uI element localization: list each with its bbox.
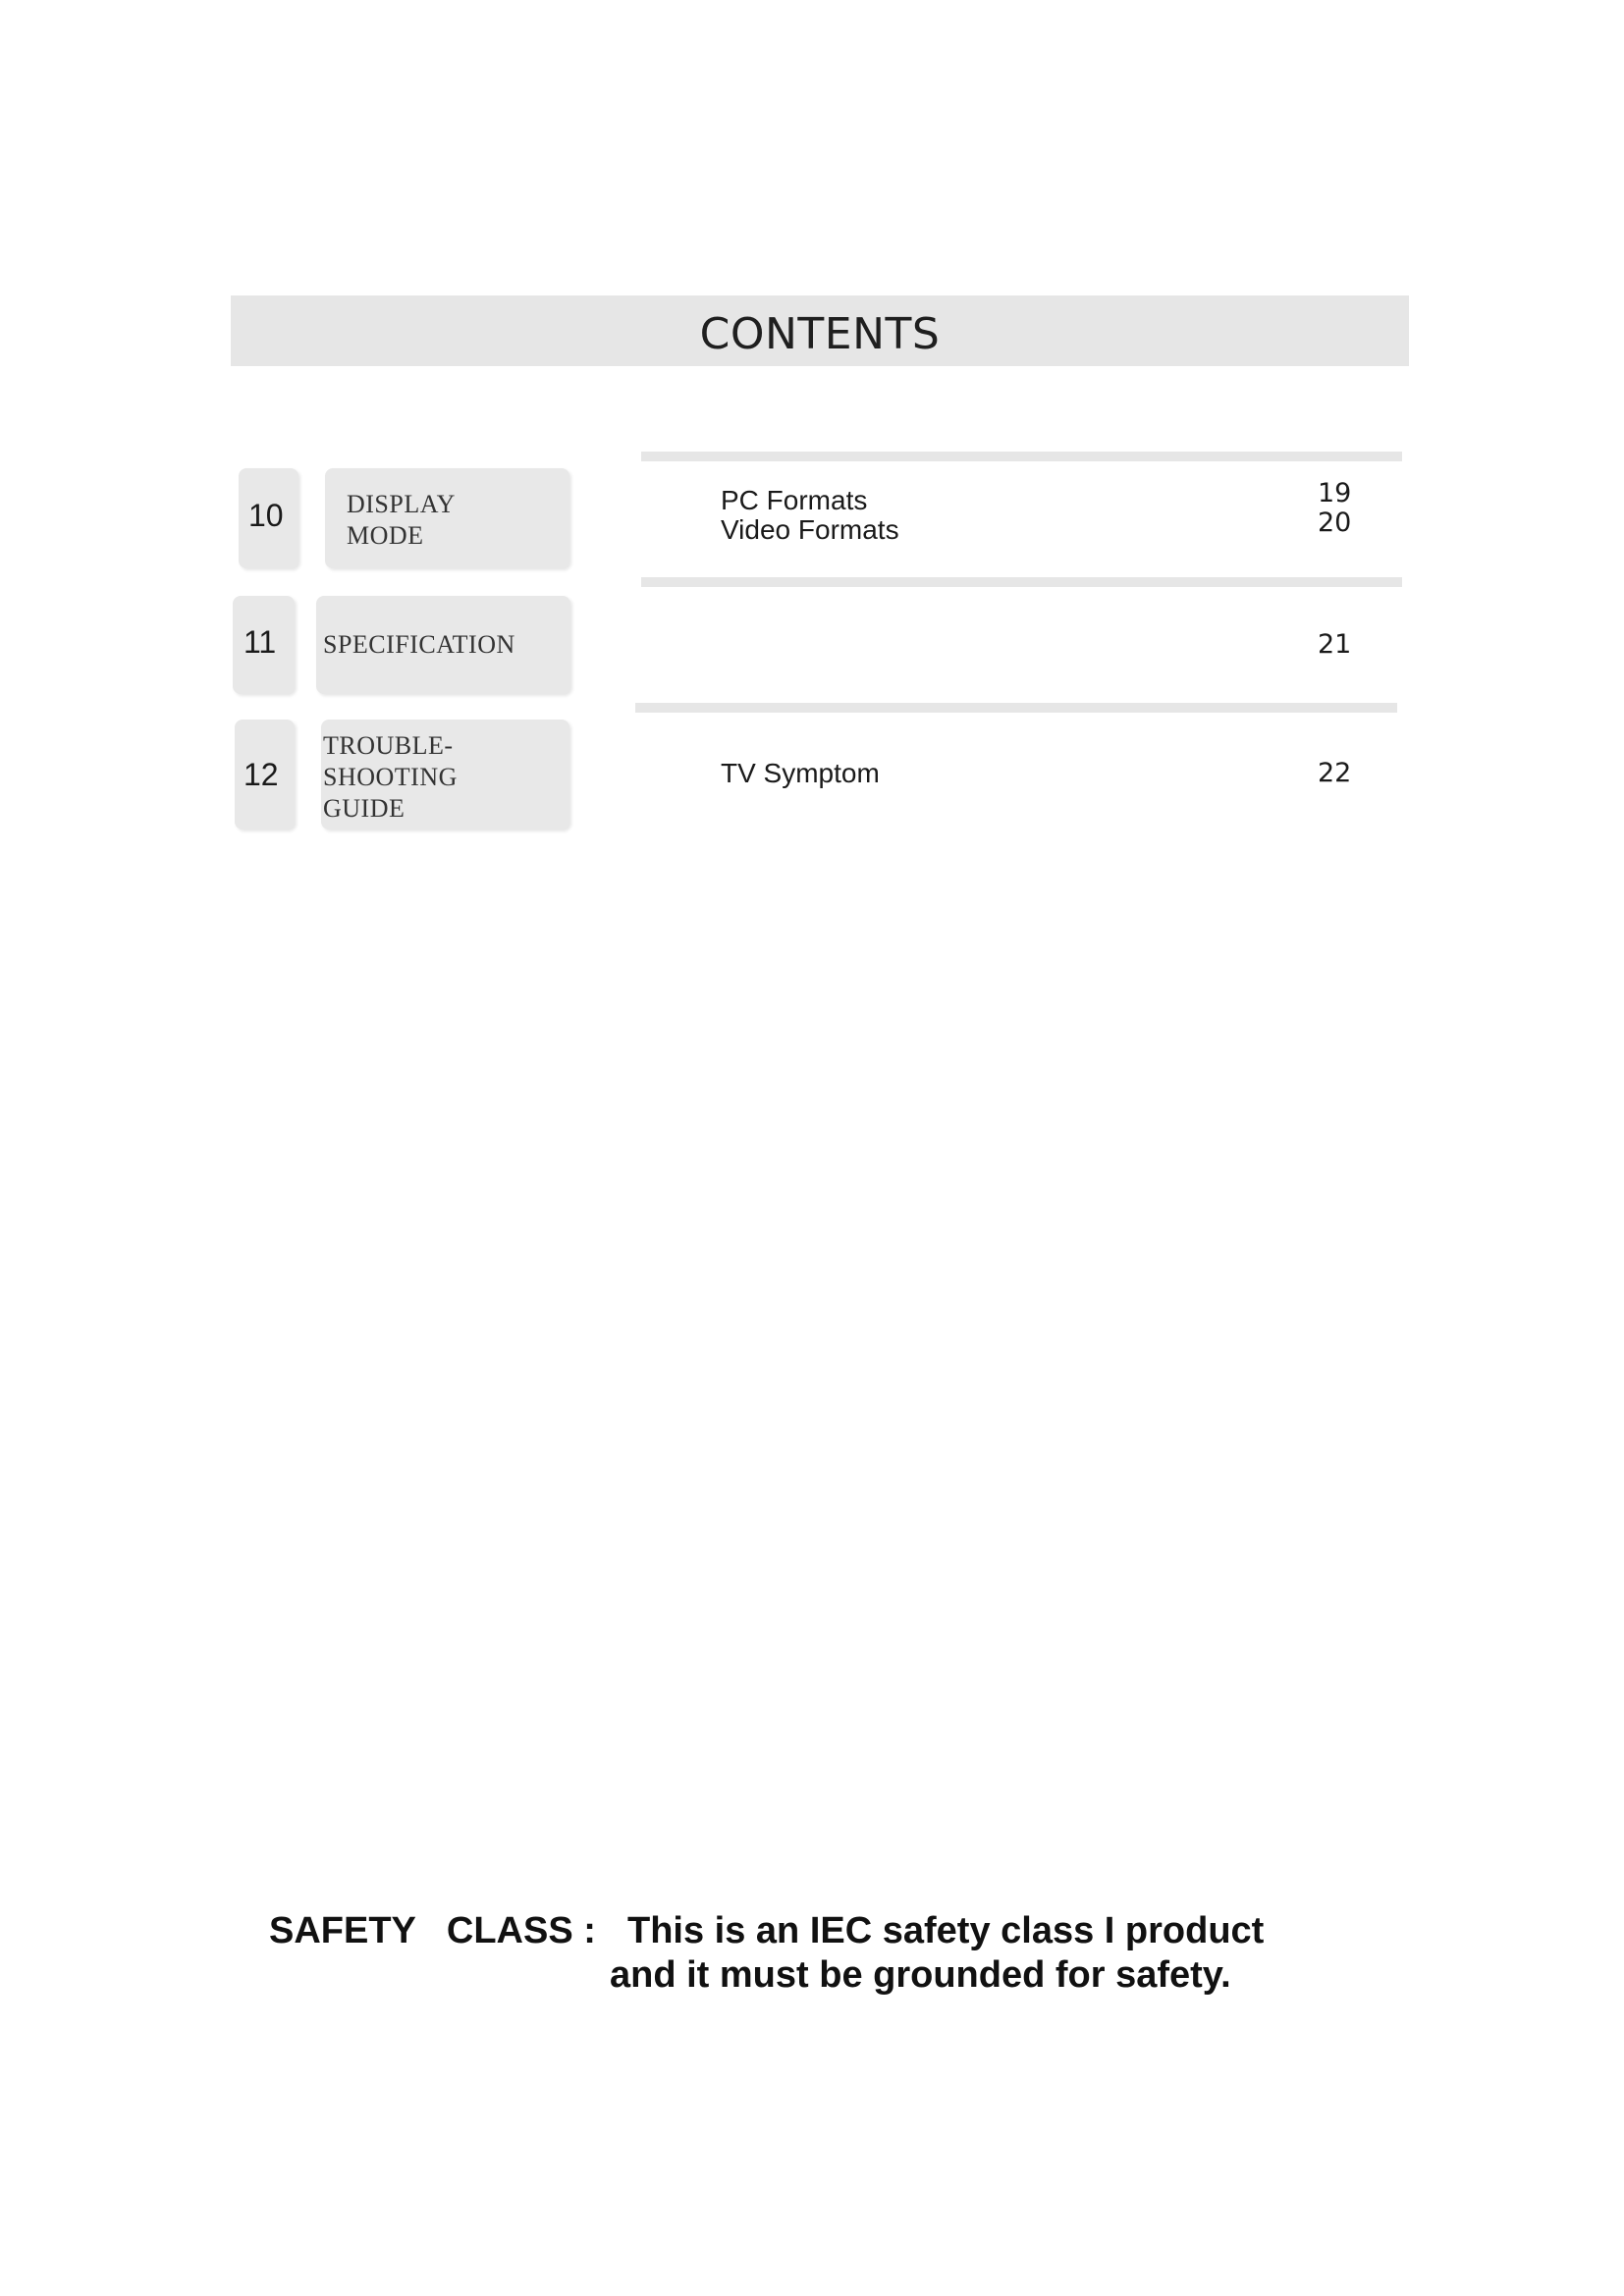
section-11-divider [641,577,1402,587]
section-10-label-line: DISPLAY [347,490,456,518]
page-title: CONTENTS [699,309,941,359]
section-12-label-line: GUIDE [323,794,406,823]
contents-header [231,295,1409,366]
section-12-label-line: SHOOTING [323,763,458,791]
safety-class-line2: and it must be grounded for safety. [610,1954,1231,1996]
section-10-divider [641,452,1402,461]
section-11-pages [1318,630,1351,660]
section-10-entries [721,486,899,545]
safety-class-line1: This is an IEC safety class I product [627,1910,1265,1951]
page-number: 21 [1318,629,1352,660]
section-12-number: 12 [244,757,279,792]
section-12-entries [721,759,880,788]
section-10-number: 10 [248,498,284,533]
section-12-divider [635,703,1397,713]
section-10-label-line: MODE [347,521,424,550]
safety-class-prefix: SAFETY CLASS : [269,1910,596,1951]
toc-entry-video-formats[interactable]: Video Formats [721,514,899,545]
page-number: 19 [1318,478,1352,508]
section-10-label [347,489,456,552]
section-11-number: 11 [244,624,277,660]
section-11-label-line: SPECIFICATION [323,630,515,659]
section-12-label-line: TROUBLE- [323,731,454,760]
section-11-label [323,629,515,661]
page-number: 20 [1318,507,1352,538]
section-12-label [323,730,458,825]
toc-entry-pc-formats[interactable]: PC Formats [721,485,868,515]
page-number: 22 [1318,758,1352,788]
section-12-pages [1318,759,1351,788]
section-10-pages [1318,479,1351,538]
toc-entry-tv-symptom[interactable]: TV Symptom [721,758,880,788]
